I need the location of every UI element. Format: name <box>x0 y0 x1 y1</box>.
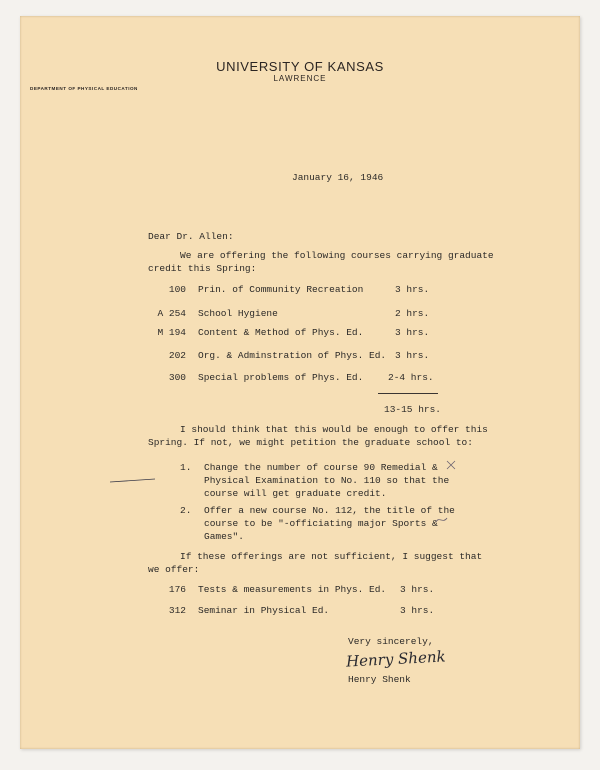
pen-scribble-icon <box>434 514 450 526</box>
letterhead-city: LAWRENCE <box>273 74 327 83</box>
handwritten-signature: Henry Shenk <box>345 647 447 671</box>
offer-number: 312 <box>168 605 186 616</box>
petition-line: course will get graduate credit. <box>204 488 387 499</box>
petition-line: Offer a new course No. 112, the title of the <box>204 505 455 516</box>
petition-line: Physical Examination to No. 110 so that the <box>204 475 450 486</box>
course-number: A 254 <box>157 308 186 319</box>
course-hours: 2-4 hrs. <box>388 372 434 383</box>
intro-line: credit this Spring: <box>148 263 257 274</box>
course-number: M 194 <box>157 327 186 338</box>
offer-number: 176 <box>168 584 186 595</box>
salutation: Dear Dr. Allen: <box>148 231 234 242</box>
course-title: Org. & Adminstration of Phys. Ed. <box>198 350 387 361</box>
offer-hours: 3 hrs. <box>400 605 435 616</box>
course-title: School Hygiene <box>198 308 278 319</box>
offer-hours: 3 hrs. <box>400 584 435 595</box>
paragraph-line: I should think that this would be enough to offer this <box>180 424 488 435</box>
paragraph-line: If these offerings are not sufficient, I suggest that <box>180 551 483 562</box>
total-rule <box>378 393 438 394</box>
letterhead-department: DEPARTMENT OF PHYSICAL EDUCATION <box>30 86 138 91</box>
intro-line: We are offering the following courses carrying graduate <box>180 250 494 261</box>
course-title: Prin. of Community Recreation <box>198 284 364 295</box>
course-title: Content & Method of Phys. Ed. <box>198 327 364 338</box>
closing: Very sincerely, <box>348 636 434 647</box>
offer-title: Seminar in Physical Ed. <box>198 605 330 616</box>
pen-check-icon <box>444 458 458 472</box>
course-hours: 3 hrs. <box>395 327 430 338</box>
course-hours: 3 hrs. <box>395 284 430 295</box>
course-number: 300 <box>168 372 186 383</box>
course-title: Special problems of Phys. Ed. <box>198 372 364 383</box>
pen-margin-mark <box>108 476 158 486</box>
offer-title: Tests & measurements in Phys. Ed. <box>198 584 387 595</box>
signer-name: Henry Shenk <box>348 674 411 685</box>
course-hours: 2 hrs. <box>395 308 430 319</box>
total-hours: 13-15 hrs. <box>384 404 442 415</box>
course-number: 202 <box>168 350 186 361</box>
letter-date: January 16, 1946 <box>292 172 384 183</box>
paragraph-line: we offer: <box>148 564 200 575</box>
letterhead-institution: UNIVERSITY OF KANSAS <box>216 59 384 74</box>
paragraph-line: Spring. If not, we might petition the graduate school to: <box>148 437 473 448</box>
petition-number: 1. <box>180 462 192 473</box>
petition-line: Games". <box>204 531 244 542</box>
petition-number: 2. <box>180 505 192 516</box>
course-number: 100 <box>168 284 186 295</box>
petition-line: course to be "-officiating major Sports & <box>204 518 438 529</box>
petition-line: Change the number of course 90 Remedial & <box>204 462 438 473</box>
course-hours: 3 hrs. <box>395 350 430 361</box>
